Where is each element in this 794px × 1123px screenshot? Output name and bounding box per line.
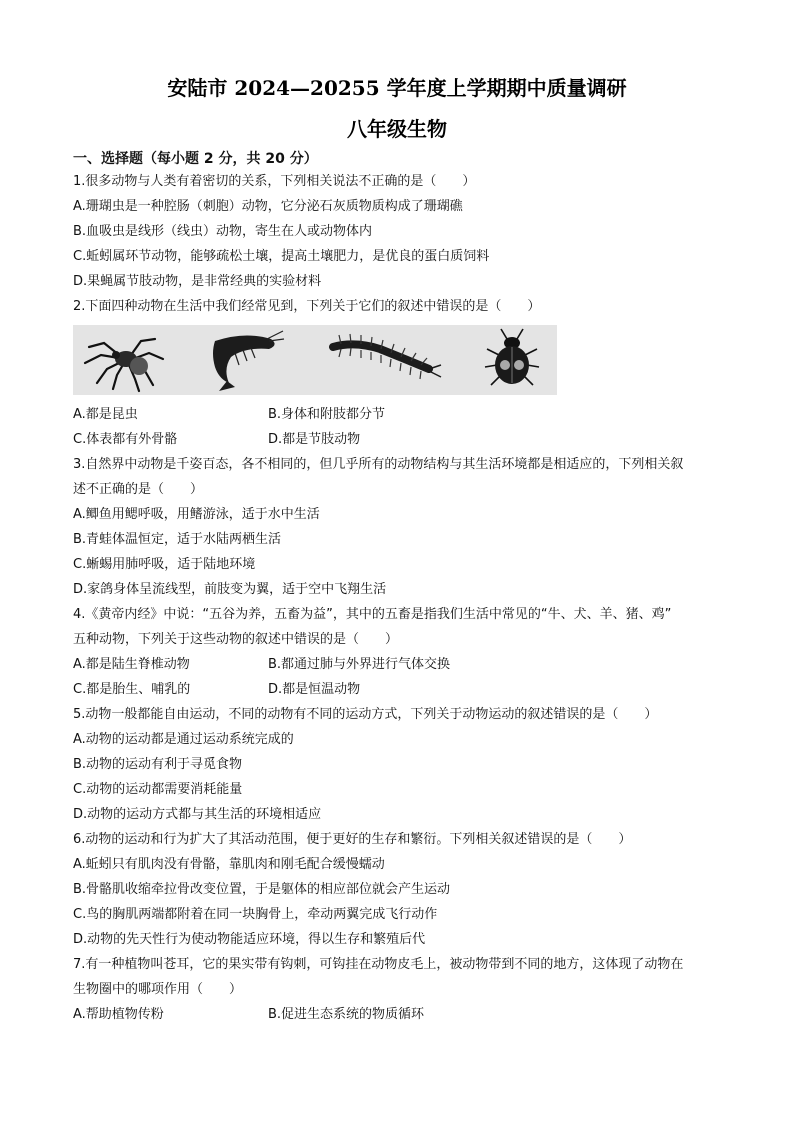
- exam-title: 安陆市 2024—20255 学年度上学期期中质量调研: [167, 76, 627, 100]
- question-6-stem: 6.动物的运动和行为扩大了其活动范围，便于更好的生存和繁衍。下列相关叙述错误的是（ ）: [73, 832, 632, 847]
- question-7-option-a: A.帮助植物传粉: [73, 1007, 164, 1022]
- question-4-option-c: C.都是胎生、哺乳的: [73, 682, 191, 697]
- question-1-option-c: C.蚯蚓属环节动物，能够疏松土壤，提高土壤肥力，是优良的蛋白质饲料: [73, 249, 490, 264]
- question-2-option-b: B.身体和附肢都分节: [268, 407, 386, 422]
- question-6-option-d: D.动物的先天性行为使动物能适应环境，得以生存和繁殖后代: [73, 932, 426, 947]
- question-2-stem: 2.下面四种动物在生活中我们经常见到，下列关于它们的叙述中错误的是（ ）: [73, 299, 541, 314]
- question-7-stem-line-2: 生物圈中的哪项作用（ ）: [73, 982, 243, 997]
- question-2-option-d: D.都是节肢动物: [268, 432, 361, 447]
- exam-subtitle: 八年级生物: [347, 117, 447, 141]
- question-4-option-d: D.都是恒温动物: [268, 682, 361, 697]
- question-3-option-b: B.青蛙体温恒定，适于水陆两栖生活: [73, 532, 282, 547]
- question-7-stem-line-1: 7.有一种植物叫苍耳，它的果实带有钩刺，可钩挂在动物皮毛上，被动物带到不同的地方，这体现了动物在: [73, 957, 684, 972]
- animal-figure-strip: [73, 325, 557, 395]
- question-3-option-a: A.鲫鱼用鳃呼吸，用鳍游泳，适于水中生活: [73, 507, 320, 522]
- question-5-option-a: A.动物的运动都是通过运动系统完成的: [73, 732, 294, 747]
- question-3-option-c: C.蜥蜴用肺呼吸，适于陆地环境: [73, 557, 256, 572]
- question-5-option-c: C.动物的运动都需要消耗能量: [73, 782, 243, 797]
- question-2-option-a: A.都是昆虫: [73, 407, 138, 422]
- question-3-option-d: D.家鸽身体呈流线型，前肢变为翼，适于空中飞翔生活: [73, 582, 387, 597]
- question-6-option-c: C.鸟的胸肌两端都附着在同一块胸骨上，牵动两翼完成飞行动作: [73, 907, 438, 922]
- question-3-stem-line-2: 述不正确的是（ ）: [73, 482, 204, 497]
- question-1-option-a: A.珊瑚虫是一种腔肠（刺胞）动物，它分泌石灰质物质构成了珊瑚礁: [73, 199, 463, 214]
- question-7-option-b: B.促进生态系统的物质循环: [268, 1007, 425, 1022]
- spider-icon: [79, 325, 169, 395]
- question-4-stem-line-1: 4.《黄帝内经》中说：“五谷为养，五畜为益”，其中的五畜是指我们生活中常见的“牛、犬、羊、猪、鸡”: [73, 607, 672, 622]
- question-4-stem-line-2: 五种动物，下列关于这些动物的叙述中错误的是（ ）: [73, 632, 399, 647]
- question-4-option-a: A.都是陆生脊椎动物: [73, 657, 190, 672]
- question-1-stem: 1.很多动物与人类有着密切的关系，下列相关说法不正确的是（ ）: [73, 174, 476, 189]
- question-6-option-b: B.骨骼肌收缩牵拉骨改变位置，于是躯体的相应部位就会产生运动: [73, 882, 451, 897]
- question-3-stem-line-1: 3.自然界中动物是千姿百态，各不相同的，但几乎所有的动物结构与其生活环境都是相适应的，下列相关叙: [73, 457, 684, 472]
- question-2-option-c: C.体表都有外骨骼: [73, 432, 178, 447]
- question-5-option-d: D.动物的运动方式都与其生活的环境相适应: [73, 807, 322, 822]
- question-5-option-b: B.动物的运动有利于寻觅食物: [73, 757, 243, 772]
- question-1-option-b: B.血吸虫是线形（线虫）动物，寄生在人或动物体内: [73, 224, 373, 239]
- section-title: 一、选择题（每小题 2 分，共 20 分）: [73, 151, 318, 167]
- question-5-stem: 5.动物一般都能自由运动，不同的动物有不同的运动方式，下列关于动物运动的叙述错误的是（ ）: [73, 707, 658, 722]
- shrimp-icon: [205, 325, 285, 395]
- question-4-option-b: B.都通过肺与外界进行气体交换: [268, 657, 451, 672]
- centipede-icon: [325, 325, 445, 395]
- question-1-option-d: D.果蝇属节肢动物，是非常经典的实验材料: [73, 274, 322, 289]
- question-6-option-a: A.蚯蚓只有肌肉没有骨骼，靠肌肉和刚毛配合缓慢蠕动: [73, 857, 385, 872]
- beetle-icon: [477, 325, 547, 395]
